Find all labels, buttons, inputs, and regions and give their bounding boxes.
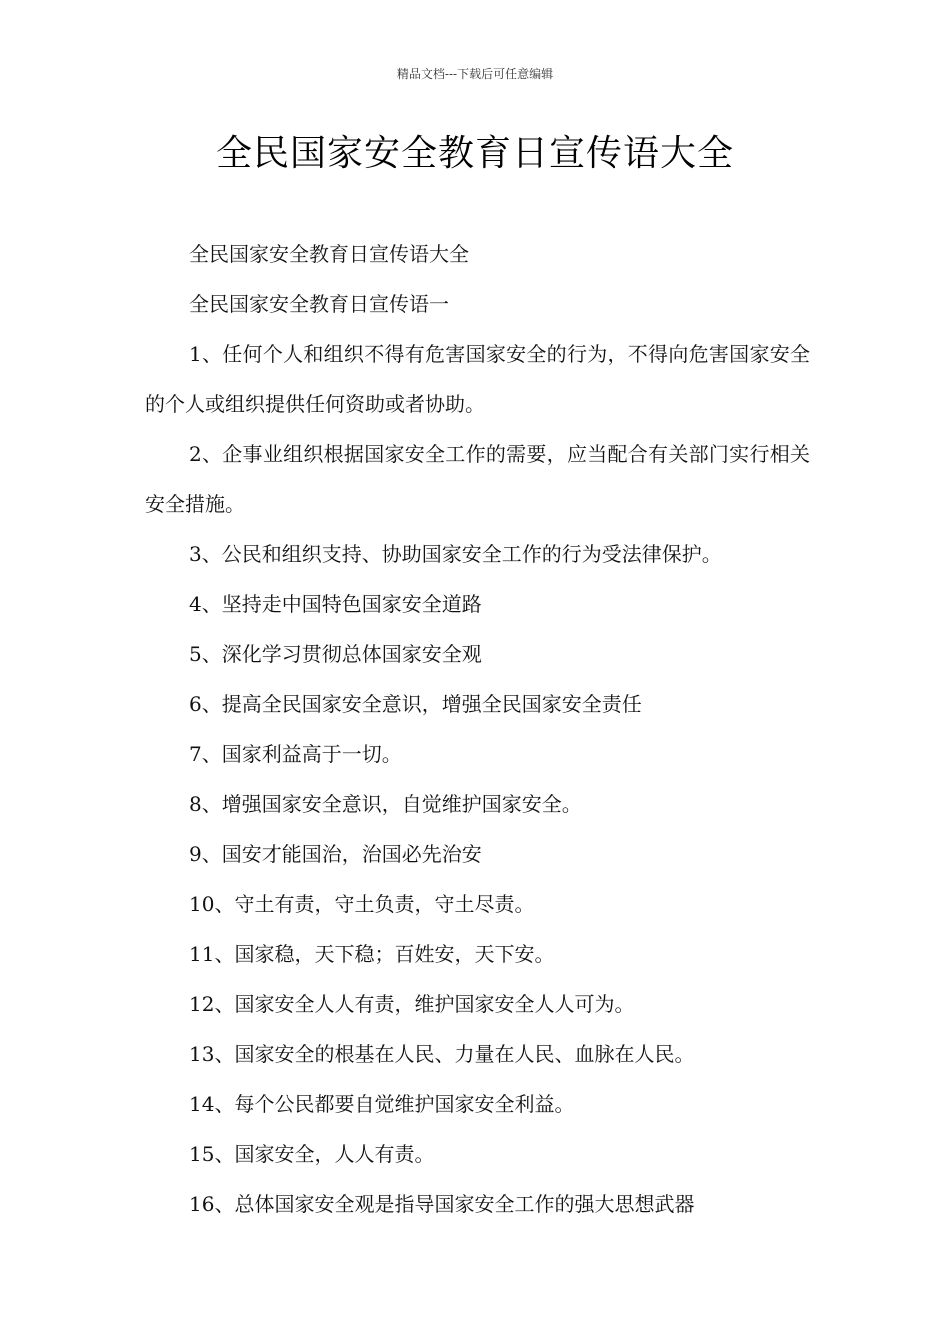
list-item: 4、坚持走中国特色国家安全道路 — [189, 592, 482, 616]
list-item: 16、总体国家安全观是指导国家安全工作的强大思想武器 — [189, 1192, 695, 1216]
list-item: 3、公民和组织支持、协助国家安全工作的行为受法律保护。 — [189, 542, 722, 566]
paragraph: 全民国家安全教育日宣传语一 — [189, 292, 449, 316]
header-note: 精品文档---下载后可任意编辑 — [396, 67, 554, 81]
list-item: 13、国家安全的根基在人民、力量在人民、血脉在人民。 — [189, 1042, 695, 1066]
list-item: 11、国家稳，天下稳；百姓安，天下安。 — [189, 942, 555, 966]
list-item: 5、深化学习贯彻总体国家安全观 — [189, 642, 482, 666]
list-item: 12、国家安全人人有责，维护国家安全人人可为。 — [189, 992, 635, 1016]
list-item: 9、国安才能国治，治国必先治安 — [189, 842, 482, 866]
list-item: 15、国家安全，人人有责。 — [189, 1142, 435, 1166]
document-body — [145, 229, 810, 1229]
list-item: 14、每个公民都要自觉维护国家安全利益。 — [189, 1092, 575, 1116]
list-item: 10、守土有责，守土负责，守土尽责。 — [189, 892, 535, 916]
list-item: 8、增强国家安全意识，自觉维护国家安全。 — [189, 792, 582, 816]
list-item: 7、国家利益高于一切。 — [189, 742, 402, 766]
paragraph: 全民国家安全教育日宣传语大全 — [189, 242, 469, 266]
document-title: 全民国家安全教育日宣传语大全 — [215, 133, 734, 174]
list-item: 1、任何个人和组织不得有危害国家安全的行为，不得向危害国家安全的个人或组织提供任何资助或者协助。 — [145, 342, 810, 416]
list-item: 2、企事业组织根据国家安全工作的需要，应当配合有关部门实行相关安全措施。 — [145, 442, 810, 516]
list-item: 6、提高全民国家安全意识，增强全民国家安全责任 — [189, 692, 642, 716]
